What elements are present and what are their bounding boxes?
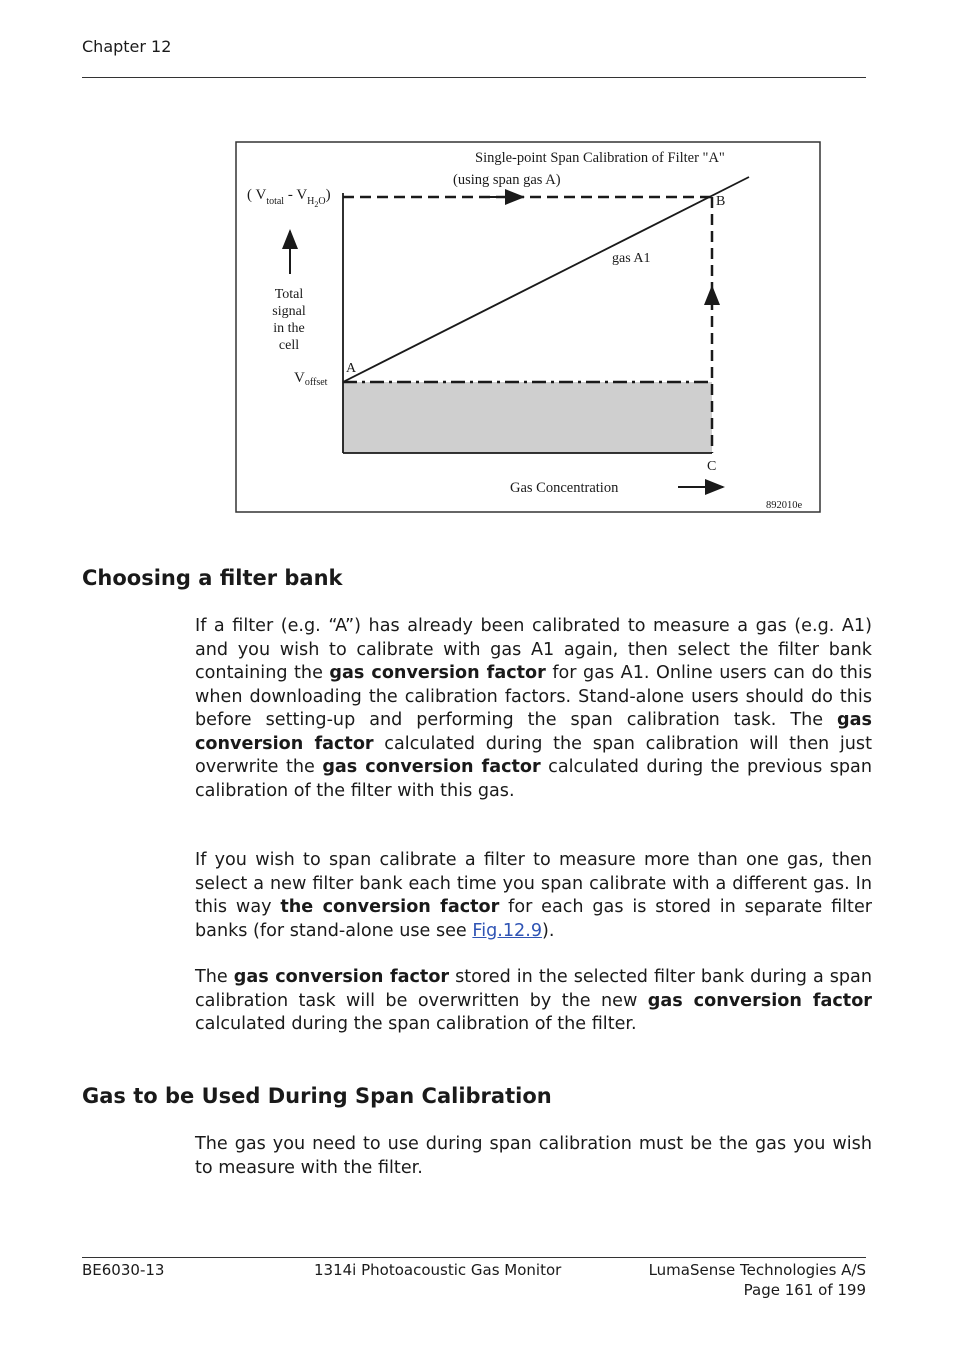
calibration-figure [235,141,821,514]
figure-title-2: (using span gas A) [453,172,561,188]
paragraph-2 [195,849,872,943]
point-b-label: B [716,194,726,209]
text-run: calculated during the previous span calibration of the filter with this gas. [195,757,872,801]
text-run: The gas you need to use during span calibration must be the gas you wish to measure with the filter. [195,1134,872,1178]
text-run: If you wish to span calibrate a filter to measure more than one gas, then select a new filter bank each time you span calibrate with a different gas. In this way [195,850,872,917]
footer-right [586,1261,866,1300]
x-axis-label: Gas Concentration [510,480,619,496]
section-heading-filter-bank: Choosing a filter bank [82,566,343,590]
text-run: ). [542,920,555,941]
bold-term: gas conversion factor [233,967,450,987]
figure-code: 892010e [766,500,803,511]
footer-doc-number: BE6030-13 [82,1261,165,1279]
point-a-label: A [346,361,357,376]
y-label: ( $V_{total} - V_{H2}^O$) [247,187,331,209]
header-rule [82,77,866,78]
footer-company: LumaSense Technologies A/S [648,1261,866,1279]
figure-title-1: Single-point Span Calibration of Filter "A" [475,150,725,166]
text-run: calculated during the span calibration of the filter. [195,1014,637,1034]
chapter-header: Chapter 12 [82,37,172,56]
text-run: for each gas is stored in separate filter banks (for stand-alone use see [195,897,873,941]
offset-area [343,382,712,453]
bold-term: gas conversion factor [647,990,872,1011]
footer-page: Page 161 of 199 [743,1280,866,1299]
paragraph-4 [195,1133,872,1180]
signal-label-2: signal [272,304,306,319]
bold-term: gas conversion factor [195,710,872,754]
signal-label-3: in the [273,321,305,336]
footer-rule [82,1257,866,1258]
voffset-label: $V_{offset}$ [294,370,328,388]
paragraph-3 [195,966,872,1037]
section-heading-span-gas: Gas to be Used During Span Calibration [82,1084,552,1108]
signal-label-1: Total [274,287,304,302]
footer-product: 1314i Photoacoustic Gas Monitor [314,1261,562,1279]
signal-label-4: cell [278,338,300,353]
text-run: stored in the selected filter bank during a span calibration task will be overwritten by the new [195,967,872,1011]
text-run: calculated during the span calibration will then just overwrite the [195,733,872,777]
calibration-diagram [235,141,821,514]
text-run: The [195,967,234,987]
paragraph-1 [195,615,872,803]
bold-term: gas conversion factor [329,663,546,683]
text-run: If a filter (e.g. “A”) has already been calibrated to measure a gas (e.g. A1) and you wish to calibrate with gas A1 again, then select the filter bank containing the [195,616,872,683]
figure-link[interactable]: Fig.12.9 [472,920,543,941]
point-c-label: C [707,459,717,474]
bold-term: gas conversion factor [322,757,541,777]
gas-line-label: gas A1 [612,251,651,266]
text-run: for gas A1. Online users can do this when downloading the calibration factors. Stand-alone users should do this before setting-up and performing the span calibration task. The [195,663,872,730]
bold-term: the conversion factor [280,897,500,917]
